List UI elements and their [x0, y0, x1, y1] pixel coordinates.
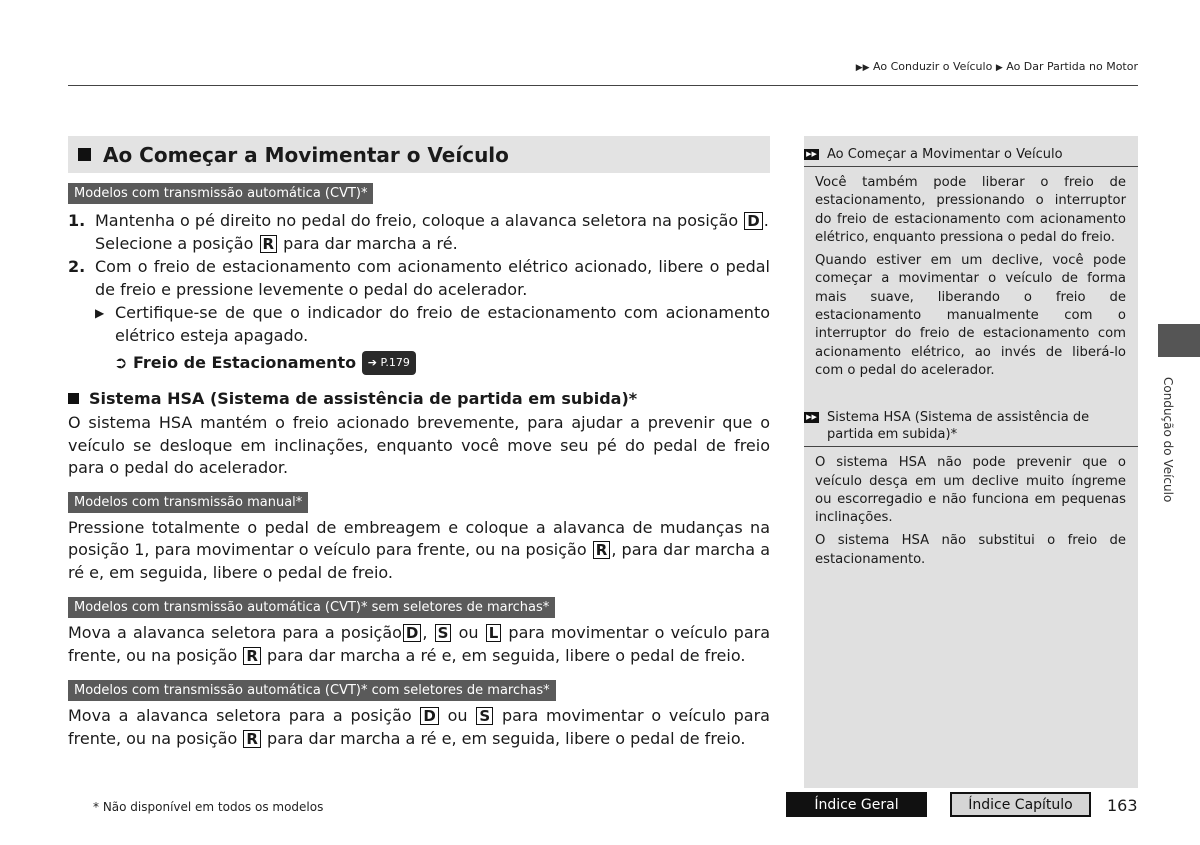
no-selector-paragraph: Mova a alavanca seletora para a posição D , S ou L para movimentar o veículo para frente, ou na posição R para dar marcha a ré e, em seguida, libere o pedal de freio. — [68, 623, 770, 665]
double-triangle-icon: ▶▶ — [855, 63, 870, 73]
note-marker-icon: ▶▶ — [804, 412, 819, 423]
chapter-index-button[interactable]: Índice Capítulo — [950, 792, 1091, 817]
gear-s-icon: S — [435, 624, 452, 642]
section-title — [68, 136, 770, 173]
note-paragraph: O sistema HSA não substitui o freio de estacionamento. — [815, 533, 1126, 567]
page-link-button[interactable] — [362, 351, 416, 375]
arrow-right-icon: ➔ — [367, 356, 377, 369]
note-heading — [804, 136, 1138, 167]
note-title: Ao Começar a Movimentar o Veículo — [827, 147, 1063, 162]
header-rule — [68, 85, 1138, 86]
step-number: 1. — [68, 211, 86, 230]
main-content — [68, 136, 770, 750]
gear-r-icon: R — [243, 647, 261, 665]
note-paragraph: O sistema HSA não pode prevenir que o veículo desça em um declive muito íngreme ou escorregadio e não funciona em pequenas inclinações. — [815, 455, 1126, 526]
gear-d-icon: D — [744, 212, 762, 230]
chapter-label: Condução do Veículo — [1161, 377, 1175, 503]
gear-d-icon: D — [403, 624, 421, 642]
paragraph-text: Mova a alavanca seletora para a posição — [68, 706, 412, 725]
triangle-bullet-icon: ▶ — [95, 306, 105, 320]
cross-reference[interactable] — [68, 351, 770, 375]
step-2 — [68, 256, 770, 301]
model-tag: Modelos com transmissão manual* — [68, 492, 308, 513]
xref-label[interactable]: Freio de Estacionamento — [132, 353, 357, 372]
paragraph-text: , para dar marcha a ré e, em seguida, libere o pedal de freio. — [68, 540, 770, 582]
note-heading — [804, 399, 1138, 447]
paragraph-text: para movimentar o veículo para frente, ou na posição — [68, 623, 770, 665]
note-bullet — [68, 302, 770, 347]
note-marker-icon: ▶▶ — [804, 149, 819, 160]
selector-paragraph — [68, 705, 770, 750]
chapter-tab[interactable] — [1158, 324, 1200, 357]
paragraph-text: para movimentar o veículo para frente, ou na posição — [68, 706, 770, 748]
gear-s-icon: S — [476, 707, 493, 725]
model-tag: Modelos com transmissão automática (CVT)* sem seletores de marchas* — [68, 597, 555, 618]
note-paragraph: Você também pode liberar o freio de estacionamento, pressionando o interruptor do freio de estacionamento com acionamento elétrico, enquanto pressiona o pedal do freio. — [815, 175, 1126, 245]
square-bullet-icon — [78, 148, 91, 161]
subsection-heading — [68, 389, 770, 408]
gear-l-icon: L — [486, 624, 502, 642]
paragraph-text: para dar marcha a ré e, em seguida, libere o pedal de freio. — [267, 728, 746, 748]
paragraph-text: para dar marcha a ré e, em seguida, libere o pedal de freio. — [267, 645, 746, 665]
hsa-paragraph: O sistema HSA mantém o freio acionado brevemente, para ajudar a prevenir que o veículo se desloque em inclinações, enquanto você move seu pé do pedal de freio para o pedal do acelerador. — [68, 413, 770, 477]
step-text: Mantenha o pé direito no pedal do freio, coloque a alavanca seletora na posição — [95, 211, 739, 230]
model-tag: Modelos com transmissão automática (CVT)* com seletores de marchas* — [68, 680, 556, 701]
step-text: Selecione a posição — [95, 233, 254, 253]
breadcrumb — [856, 60, 1138, 73]
page-number: 163 — [1107, 796, 1138, 815]
gear-r-icon: R — [593, 541, 611, 559]
manual-paragraph — [68, 517, 770, 585]
gear-r-icon: R — [243, 730, 261, 748]
step-text: Com o freio de estacionamento com acionamento elétrico acionado, libere o pedal de freio e pressione levemente o pedal do acelerador. — [95, 257, 770, 299]
side-notes-panel — [804, 136, 1138, 788]
square-bullet-icon — [68, 393, 79, 404]
bullet-text: Certifique-se de que o indicador do freio de estacionamento com acionamento elétrico esteja apagado. — [115, 303, 770, 345]
footnote: * Não disponível em todos os modelos — [93, 800, 324, 814]
triangle-icon: ▶ — [995, 63, 1003, 73]
note-paragraph: Quando estiver em um declive, você pode começar a movimentar o veículo de forma mais suave, liberando o freio de estacionamento manualmente com o interruptor do freio de estacionamento com acionamento elétrico, ao invés de liberá-lo com o pedal do acelerador. — [815, 253, 1126, 378]
paragraph-text: ou — [447, 706, 468, 725]
step-number: 2. — [68, 257, 86, 276]
gear-d-icon: D — [420, 707, 438, 725]
step-1: 1. Mantenha o pé direito no pedal do freio, coloque a alavanca seletora na posição D . Selecione a posição R para dar marcha a ré. — [68, 210, 770, 255]
gear-r-icon: R — [260, 235, 278, 253]
step-text: para dar marcha a ré. — [283, 233, 458, 253]
subsection-heading-text: Sistema HSA (Sistema de assistência de partida em subida)* — [89, 389, 638, 408]
section-title-text: Ao Começar a Movimentar o Veículo — [103, 142, 509, 167]
model-tag: Modelos com transmissão automática (CVT)* — [68, 183, 373, 204]
paragraph-text: Mova a alavanca seletora para a posição — [68, 623, 402, 642]
breadcrumb-item[interactable]: Ao Conduzir o Veículo — [873, 60, 993, 73]
arrow-link-icon: ➲ — [114, 353, 128, 372]
page-link-label: P.179 — [380, 356, 410, 369]
paragraph-text: Pressione totalmente o pedal de embreagem e coloque a alavanca de mudanças na posição 1, para movimentar o veículo para frente, ou na posição — [68, 517, 770, 559]
general-index-button[interactable]: Índice Geral — [786, 792, 927, 817]
note-title: Sistema HSA (Sistema de assistência de partida em subida)* — [827, 410, 1090, 443]
breadcrumb-item[interactable]: Ao Dar Partida no Motor — [1006, 60, 1138, 73]
